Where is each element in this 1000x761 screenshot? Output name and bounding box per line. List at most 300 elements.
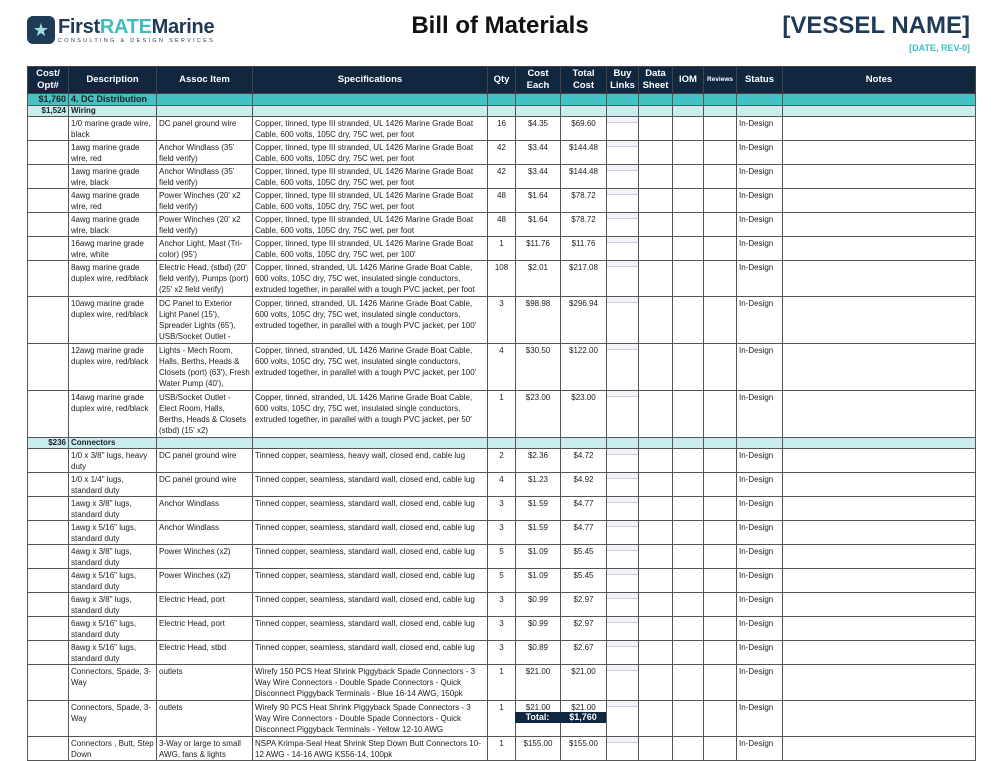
qty-cell[interactable] — [488, 189, 516, 213]
total-cost-cell[interactable] — [561, 213, 607, 237]
assoc-item-cell[interactable] — [157, 521, 253, 545]
status-cell[interactable]: In-Design — [737, 497, 783, 521]
iom-cell[interactable] — [673, 237, 704, 261]
reviews-cell[interactable] — [704, 297, 737, 344]
assoc-item-cell[interactable] — [157, 117, 253, 141]
cost-each-cell[interactable] — [516, 261, 561, 297]
status-cell[interactable]: In-Design — [737, 593, 783, 617]
buy-link-cell[interactable] — [607, 593, 639, 617]
table-row[interactable] — [28, 237, 976, 261]
table-row[interactable] — [28, 521, 976, 545]
buy-link-cell[interactable] — [607, 213, 639, 237]
assoc-item-cell[interactable] — [157, 617, 253, 641]
iom-cell[interactable] — [673, 569, 704, 593]
assoc-item-cell[interactable] — [157, 497, 253, 521]
buy-link-cell[interactable] — [607, 473, 639, 497]
data-sheet-cell[interactable] — [639, 165, 673, 189]
reviews-cell[interactable] — [704, 665, 737, 701]
description-cell[interactable] — [69, 237, 157, 261]
data-sheet-cell[interactable] — [639, 141, 673, 165]
qty-cell[interactable] — [488, 665, 516, 701]
assoc-item-cell[interactable] — [157, 261, 253, 297]
buy-link-cell[interactable] — [607, 701, 639, 737]
data-sheet-cell[interactable] — [639, 189, 673, 213]
description-cell[interactable] — [69, 521, 157, 545]
notes-cell[interactable] — [783, 701, 976, 737]
status-cell[interactable]: In-Design — [737, 641, 783, 665]
buy-link-box[interactable] — [607, 297, 638, 303]
total-cost-cell[interactable] — [561, 165, 607, 189]
assoc-item-cell[interactable] — [157, 141, 253, 165]
buy-link-cell[interactable] — [607, 141, 639, 165]
buy-link-box[interactable] — [607, 701, 638, 707]
data-sheet-cell[interactable] — [639, 545, 673, 569]
buy-link-box[interactable] — [607, 545, 638, 551]
specification-cell[interactable] — [253, 617, 488, 641]
specification-cell[interactable] — [253, 344, 488, 391]
data-sheet-cell[interactable] — [639, 497, 673, 521]
iom-cell[interactable] — [673, 391, 704, 438]
buy-link-cell[interactable] — [607, 297, 639, 344]
qty-cell[interactable] — [488, 344, 516, 391]
data-sheet-cell[interactable] — [639, 737, 673, 761]
description-cell[interactable] — [69, 641, 157, 665]
table-row[interactable] — [28, 665, 976, 701]
buy-link-box[interactable] — [607, 213, 638, 219]
qty-cell[interactable] — [488, 593, 516, 617]
buy-link-box[interactable] — [607, 737, 638, 743]
reviews-cell[interactable] — [704, 165, 737, 189]
buy-link-box[interactable] — [607, 237, 638, 243]
qty-cell[interactable] — [488, 165, 516, 189]
notes-cell[interactable] — [783, 213, 976, 237]
cost-each-cell[interactable] — [516, 213, 561, 237]
assoc-item-cell[interactable] — [157, 665, 253, 701]
description-cell[interactable] — [69, 117, 157, 141]
description-cell[interactable] — [69, 141, 157, 165]
buy-link-box[interactable] — [607, 665, 638, 671]
table-row[interactable] — [28, 189, 976, 213]
data-sheet-cell[interactable] — [639, 641, 673, 665]
buy-link-cell[interactable] — [607, 449, 639, 473]
table-row[interactable] — [28, 737, 976, 761]
data-sheet-cell[interactable] — [639, 665, 673, 701]
status-cell[interactable]: In-Design — [737, 391, 783, 438]
total-cost-cell[interactable] — [561, 521, 607, 545]
status-cell[interactable]: In-Design — [737, 737, 783, 761]
reviews-cell[interactable] — [704, 473, 737, 497]
status-cell[interactable]: In-Design — [737, 165, 783, 189]
buy-link-box[interactable] — [607, 344, 638, 350]
iom-cell[interactable] — [673, 141, 704, 165]
buy-link-box[interactable] — [607, 391, 638, 397]
total-cost-cell[interactable] — [561, 641, 607, 665]
cost-each-cell[interactable] — [516, 569, 561, 593]
assoc-item-cell[interactable] — [157, 213, 253, 237]
reviews-cell[interactable] — [704, 449, 737, 473]
table-row[interactable] — [28, 701, 976, 737]
assoc-item-cell[interactable] — [157, 701, 253, 737]
data-sheet-cell[interactable] — [639, 237, 673, 261]
cost-each-cell[interactable] — [516, 737, 561, 761]
notes-cell[interactable] — [783, 521, 976, 545]
buy-link-cell[interactable] — [607, 189, 639, 213]
reviews-cell[interactable] — [704, 141, 737, 165]
specification-cell[interactable] — [253, 737, 488, 761]
description-cell[interactable] — [69, 189, 157, 213]
specification-cell[interactable] — [253, 189, 488, 213]
total-cost-cell[interactable] — [561, 473, 607, 497]
cost-each-cell[interactable] — [516, 641, 561, 665]
buy-link-box[interactable] — [607, 473, 638, 479]
buy-link-box[interactable] — [607, 449, 638, 455]
table-row[interactable] — [28, 391, 976, 438]
buy-link-box[interactable] — [607, 617, 638, 623]
reviews-cell[interactable] — [704, 497, 737, 521]
iom-cell[interactable] — [673, 737, 704, 761]
notes-cell[interactable] — [783, 617, 976, 641]
description-cell[interactable] — [69, 569, 157, 593]
specification-cell[interactable] — [253, 545, 488, 569]
description-cell[interactable] — [69, 497, 157, 521]
specification-cell[interactable] — [253, 701, 488, 737]
qty-cell[interactable] — [488, 237, 516, 261]
description-cell[interactable] — [69, 344, 157, 391]
description-cell[interactable] — [69, 449, 157, 473]
table-row[interactable] — [28, 497, 976, 521]
assoc-item-cell[interactable] — [157, 297, 253, 344]
table-row[interactable] — [28, 117, 976, 141]
iom-cell[interactable] — [673, 665, 704, 701]
specification-cell[interactable] — [253, 165, 488, 189]
status-cell[interactable]: In-Design — [737, 117, 783, 141]
assoc-item-cell[interactable] — [157, 569, 253, 593]
specification-cell[interactable] — [253, 449, 488, 473]
table-row[interactable] — [28, 297, 976, 344]
iom-cell[interactable] — [673, 473, 704, 497]
cost-each-cell[interactable] — [516, 344, 561, 391]
data-sheet-cell[interactable] — [639, 617, 673, 641]
status-cell[interactable]: In-Design — [737, 665, 783, 701]
buy-link-cell[interactable] — [607, 569, 639, 593]
table-row[interactable] — [28, 473, 976, 497]
description-cell[interactable] — [69, 665, 157, 701]
cost-each-cell[interactable] — [516, 545, 561, 569]
reviews-cell[interactable] — [704, 737, 737, 761]
description-cell[interactable] — [69, 617, 157, 641]
status-cell[interactable]: In-Design — [737, 237, 783, 261]
reviews-cell[interactable] — [704, 569, 737, 593]
total-cost-cell[interactable] — [561, 261, 607, 297]
total-cost-cell[interactable] — [561, 593, 607, 617]
total-cost-cell[interactable] — [561, 545, 607, 569]
iom-cell[interactable] — [673, 641, 704, 665]
total-cost-cell[interactable] — [561, 569, 607, 593]
qty-cell[interactable] — [488, 297, 516, 344]
data-sheet-cell[interactable] — [639, 344, 673, 391]
specification-cell[interactable] — [253, 593, 488, 617]
total-cost-cell[interactable] — [561, 117, 607, 141]
data-sheet-cell[interactable] — [639, 449, 673, 473]
buy-link-box[interactable] — [607, 593, 638, 599]
assoc-item-cell[interactable] — [157, 545, 253, 569]
data-sheet-cell[interactable] — [639, 391, 673, 438]
table-row[interactable] — [28, 545, 976, 569]
specification-cell[interactable] — [253, 237, 488, 261]
qty-cell[interactable] — [488, 521, 516, 545]
buy-link-cell[interactable] — [607, 261, 639, 297]
table-row[interactable] — [28, 141, 976, 165]
total-cost-cell[interactable] — [561, 237, 607, 261]
total-cost-cell[interactable] — [561, 665, 607, 701]
cost-each-cell[interactable] — [516, 473, 561, 497]
buy-link-cell[interactable] — [607, 521, 639, 545]
cost-each-cell[interactable] — [516, 165, 561, 189]
status-cell[interactable]: In-Design — [737, 617, 783, 641]
cost-each-cell[interactable] — [516, 665, 561, 701]
notes-cell[interactable] — [783, 165, 976, 189]
description-cell[interactable] — [69, 545, 157, 569]
description-cell[interactable] — [69, 473, 157, 497]
buy-link-box[interactable] — [607, 261, 638, 267]
table-row[interactable] — [28, 213, 976, 237]
table-row[interactable] — [28, 344, 976, 391]
iom-cell[interactable] — [673, 261, 704, 297]
assoc-item-cell[interactable] — [157, 189, 253, 213]
buy-link-box[interactable] — [607, 141, 638, 147]
reviews-cell[interactable] — [704, 701, 737, 737]
iom-cell[interactable] — [673, 521, 704, 545]
notes-cell[interactable] — [783, 593, 976, 617]
assoc-item-cell[interactable] — [157, 593, 253, 617]
reviews-cell[interactable] — [704, 344, 737, 391]
specification-cell[interactable] — [253, 391, 488, 438]
status-cell[interactable]: In-Design — [737, 545, 783, 569]
notes-cell[interactable] — [783, 189, 976, 213]
status-cell[interactable]: In-Design — [737, 473, 783, 497]
total-cost-cell[interactable] — [561, 189, 607, 213]
cost-each-cell[interactable] — [516, 237, 561, 261]
notes-cell[interactable] — [783, 569, 976, 593]
notes-cell[interactable] — [783, 297, 976, 344]
description-cell[interactable] — [69, 593, 157, 617]
iom-cell[interactable] — [673, 701, 704, 737]
buy-link-cell[interactable] — [607, 545, 639, 569]
cost-each-cell[interactable] — [516, 617, 561, 641]
cost-each-cell[interactable] — [516, 593, 561, 617]
notes-cell[interactable] — [783, 473, 976, 497]
reviews-cell[interactable] — [704, 117, 737, 141]
cost-each-cell[interactable] — [516, 449, 561, 473]
iom-cell[interactable] — [673, 165, 704, 189]
iom-cell[interactable] — [673, 593, 704, 617]
total-cost-cell[interactable] — [561, 497, 607, 521]
table-row[interactable] — [28, 569, 976, 593]
qty-cell[interactable] — [488, 141, 516, 165]
buy-link-box[interactable] — [607, 497, 638, 503]
total-cost-cell[interactable] — [561, 737, 607, 761]
cost-each-cell[interactable] — [516, 117, 561, 141]
data-sheet-cell[interactable] — [639, 473, 673, 497]
buy-link-cell[interactable] — [607, 165, 639, 189]
total-cost-cell[interactable] — [561, 141, 607, 165]
buy-link-box[interactable] — [607, 521, 638, 527]
data-sheet-cell[interactable] — [639, 593, 673, 617]
data-sheet-cell[interactable] — [639, 117, 673, 141]
assoc-item-cell[interactable] — [157, 165, 253, 189]
notes-cell[interactable] — [783, 497, 976, 521]
data-sheet-cell[interactable] — [639, 213, 673, 237]
specification-cell[interactable] — [253, 297, 488, 344]
table-row[interactable] — [28, 641, 976, 665]
description-cell[interactable] — [69, 737, 157, 761]
data-sheet-cell[interactable] — [639, 701, 673, 737]
qty-cell[interactable] — [488, 737, 516, 761]
description-cell[interactable] — [69, 165, 157, 189]
specification-cell[interactable] — [253, 665, 488, 701]
cost-each-cell[interactable] — [516, 189, 561, 213]
reviews-cell[interactable] — [704, 545, 737, 569]
description-cell[interactable] — [69, 297, 157, 344]
reviews-cell[interactable] — [704, 617, 737, 641]
assoc-item-cell[interactable] — [157, 237, 253, 261]
reviews-cell[interactable] — [704, 593, 737, 617]
notes-cell[interactable] — [783, 737, 976, 761]
specification-cell[interactable] — [253, 261, 488, 297]
iom-cell[interactable] — [673, 449, 704, 473]
reviews-cell[interactable] — [704, 521, 737, 545]
cost-each-cell[interactable] — [516, 297, 561, 344]
iom-cell[interactable] — [673, 545, 704, 569]
total-cost-cell[interactable] — [561, 297, 607, 344]
description-cell[interactable] — [69, 701, 157, 737]
assoc-item-cell[interactable] — [157, 473, 253, 497]
data-sheet-cell[interactable] — [639, 261, 673, 297]
assoc-item-cell[interactable] — [157, 737, 253, 761]
status-cell[interactable]: In-Design — [737, 141, 783, 165]
table-row[interactable] — [28, 617, 976, 641]
qty-cell[interactable] — [488, 261, 516, 297]
status-cell[interactable]: In-Design — [737, 569, 783, 593]
qty-cell[interactable] — [488, 473, 516, 497]
table-row[interactable] — [28, 261, 976, 297]
buy-link-cell[interactable] — [607, 665, 639, 701]
iom-cell[interactable] — [673, 213, 704, 237]
qty-cell[interactable] — [488, 213, 516, 237]
data-sheet-cell[interactable] — [639, 297, 673, 344]
iom-cell[interactable] — [673, 117, 704, 141]
buy-link-cell[interactable] — [607, 617, 639, 641]
specification-cell[interactable] — [253, 141, 488, 165]
notes-cell[interactable] — [783, 449, 976, 473]
total-cost-cell[interactable] — [561, 449, 607, 473]
iom-cell[interactable] — [673, 344, 704, 391]
status-cell[interactable]: In-Design — [737, 344, 783, 391]
reviews-cell[interactable] — [704, 391, 737, 438]
iom-cell[interactable] — [673, 297, 704, 344]
cost-each-cell[interactable] — [516, 521, 561, 545]
notes-cell[interactable] — [783, 665, 976, 701]
data-sheet-cell[interactable] — [639, 521, 673, 545]
qty-cell[interactable] — [488, 449, 516, 473]
buy-link-cell[interactable] — [607, 237, 639, 261]
reviews-cell[interactable] — [704, 641, 737, 665]
qty-cell[interactable] — [488, 391, 516, 438]
notes-cell[interactable] — [783, 261, 976, 297]
iom-cell[interactable] — [673, 617, 704, 641]
assoc-item-cell[interactable] — [157, 344, 253, 391]
status-cell[interactable]: In-Design — [737, 297, 783, 344]
buy-link-box[interactable] — [607, 117, 638, 123]
specification-cell[interactable] — [253, 213, 488, 237]
qty-cell[interactable] — [488, 701, 516, 737]
qty-cell[interactable] — [488, 641, 516, 665]
qty-cell[interactable] — [488, 545, 516, 569]
notes-cell[interactable] — [783, 237, 976, 261]
qty-cell[interactable] — [488, 617, 516, 641]
table-row[interactable] — [28, 449, 976, 473]
reviews-cell[interactable] — [704, 213, 737, 237]
assoc-item-cell[interactable] — [157, 449, 253, 473]
description-cell[interactable] — [69, 261, 157, 297]
notes-cell[interactable] — [783, 344, 976, 391]
description-cell[interactable] — [69, 213, 157, 237]
total-cost-cell[interactable] — [561, 344, 607, 391]
buy-link-cell[interactable] — [607, 497, 639, 521]
buy-link-cell[interactable] — [607, 391, 639, 438]
buy-link-box[interactable] — [607, 569, 638, 575]
status-cell[interactable]: In-Design — [737, 701, 783, 737]
notes-cell[interactable] — [783, 141, 976, 165]
buy-link-box[interactable] — [607, 641, 638, 647]
table-row[interactable] — [28, 165, 976, 189]
notes-cell[interactable] — [783, 641, 976, 665]
buy-link-cell[interactable] — [607, 641, 639, 665]
specification-cell[interactable] — [253, 521, 488, 545]
specification-cell[interactable] — [253, 497, 488, 521]
cost-each-cell[interactable] — [516, 497, 561, 521]
qty-cell[interactable] — [488, 117, 516, 141]
specification-cell[interactable] — [253, 117, 488, 141]
notes-cell[interactable] — [783, 117, 976, 141]
status-cell[interactable]: In-Design — [737, 449, 783, 473]
buy-link-box[interactable] — [607, 165, 638, 171]
qty-cell[interactable] — [488, 497, 516, 521]
cost-each-cell[interactable] — [516, 141, 561, 165]
specification-cell[interactable] — [253, 641, 488, 665]
assoc-item-cell[interactable] — [157, 641, 253, 665]
qty-cell[interactable] — [488, 569, 516, 593]
buy-link-cell[interactable] — [607, 344, 639, 391]
buy-link-cell[interactable] — [607, 117, 639, 141]
data-sheet-cell[interactable] — [639, 569, 673, 593]
notes-cell[interactable] — [783, 545, 976, 569]
reviews-cell[interactable] — [704, 237, 737, 261]
assoc-item-cell[interactable] — [157, 391, 253, 438]
buy-link-cell[interactable] — [607, 737, 639, 761]
notes-cell[interactable] — [783, 391, 976, 438]
description-cell[interactable] — [69, 391, 157, 438]
specification-cell[interactable] — [253, 569, 488, 593]
status-cell[interactable]: In-Design — [737, 521, 783, 545]
iom-cell[interactable] — [673, 497, 704, 521]
reviews-cell[interactable] — [704, 261, 737, 297]
iom-cell[interactable] — [673, 189, 704, 213]
cost-each-cell[interactable] — [516, 391, 561, 438]
buy-link-box[interactable] — [607, 189, 638, 195]
status-cell[interactable]: In-Design — [737, 213, 783, 237]
total-cost-cell[interactable] — [561, 391, 607, 438]
